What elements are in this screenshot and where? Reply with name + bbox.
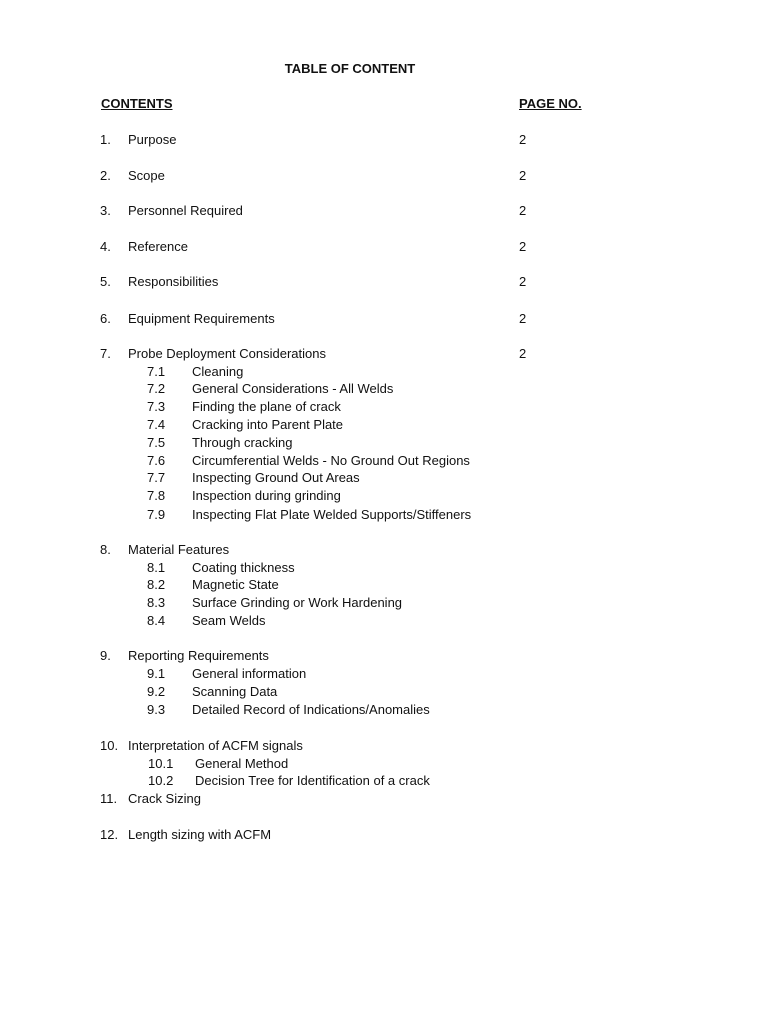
toc-subsection — [0, 452, 768, 470]
section-page: 2 — [519, 168, 527, 183]
section-page: 2 — [519, 311, 527, 326]
subsection-number: 10.1 — [148, 756, 174, 771]
toc-subsection — [0, 665, 768, 683]
contents-header: CONTENTS — [101, 96, 173, 111]
toc-subsection — [0, 469, 768, 487]
subsection-number: 7.3 — [147, 399, 166, 414]
subsection-label: Magnetic State — [192, 577, 279, 592]
page-title: TABLE OF CONTENT — [284, 61, 416, 76]
section-label: Personnel Required — [128, 203, 243, 218]
subsection-label: Cracking into Parent Plate — [192, 417, 344, 432]
section-number: 1. — [100, 132, 111, 147]
section-label: Crack Sizing — [128, 791, 201, 806]
subsection-label: Coating thickness — [192, 560, 295, 575]
subsection-number: 7.7 — [147, 470, 166, 485]
toc-subsection — [0, 772, 768, 790]
section-number: 4. — [100, 239, 111, 254]
subsection-number: 8.1 — [147, 560, 166, 575]
section-page: 2 — [519, 274, 527, 289]
subsection-number: 7.4 — [147, 417, 166, 432]
subsection-number: 8.3 — [147, 595, 166, 610]
toc-section-9 — [0, 647, 768, 665]
section-number: 3. — [100, 203, 111, 218]
subsection-number: 8.4 — [147, 613, 166, 628]
subsection-label: Inspecting Flat Plate Welded Supports/Stiffeners — [192, 507, 472, 522]
subsection-label: Surface Grinding or Work Hardening — [192, 595, 403, 610]
subsection-label: Inspecting Ground Out Areas — [192, 470, 360, 485]
toc-section-2 — [0, 167, 768, 185]
section-label: Purpose — [128, 132, 177, 147]
toc-section-1 — [0, 131, 768, 149]
section-page: 2 — [519, 132, 527, 147]
toc-subsection — [0, 398, 768, 416]
subsection-number: 7.6 — [147, 453, 166, 468]
subsection-label: General Considerations - All Welds — [192, 381, 394, 396]
subsection-number: 10.2 — [148, 773, 174, 788]
toc-subsection — [0, 683, 768, 701]
section-number: 11. — [100, 791, 118, 806]
toc-subsection — [0, 416, 768, 434]
section-number: 6. — [100, 311, 111, 326]
subsection-number: 9.3 — [147, 702, 166, 717]
subsection-label: Finding the plane of crack — [192, 399, 341, 414]
section-number: 7. — [100, 346, 111, 361]
section-number: 5. — [100, 274, 111, 289]
subsection-label: Detailed Record of Indications/Anomalies — [192, 702, 430, 717]
subsection-label: General information — [192, 666, 307, 681]
section-label: Probe Deployment Considerations — [128, 346, 326, 361]
subsection-number: 9.1 — [147, 666, 166, 681]
toc-subsection — [0, 487, 768, 505]
toc-section-7 — [0, 345, 768, 363]
subsection-number: 7.5 — [147, 435, 166, 450]
section-label: Length sizing with ACFM — [128, 827, 272, 842]
toc-subsection — [0, 506, 768, 524]
toc-section-3 — [0, 202, 768, 220]
section-label: Equipment Requirements — [128, 311, 275, 326]
section-page: 2 — [519, 203, 527, 218]
toc-subsection — [0, 701, 768, 719]
toc-section-5 — [0, 273, 768, 291]
toc-subsection — [0, 434, 768, 452]
section-number: 12. — [100, 827, 119, 842]
subsection-label: Circumferential Welds - No Ground Out Regions — [192, 453, 470, 468]
toc-subsection — [0, 612, 768, 630]
subsection-label: Seam Welds — [192, 613, 266, 628]
subsection-number: 7.1 — [147, 364, 166, 379]
toc-subsection — [0, 380, 768, 398]
toc-section-8 — [0, 541, 768, 559]
toc-section-6 — [0, 310, 768, 328]
toc-subsection — [0, 559, 768, 577]
section-label: Material Features — [128, 542, 230, 557]
subsection-number: 8.2 — [147, 577, 166, 592]
toc-subsection — [0, 576, 768, 594]
section-page: 2 — [519, 346, 527, 361]
section-label: Interpretation of ACFM signals — [128, 738, 303, 753]
section-label: Reference — [128, 239, 188, 254]
section-number: 9. — [100, 648, 111, 663]
toc-section-11 — [0, 790, 768, 808]
section-number: 2. — [100, 168, 111, 183]
subsection-number: 9.2 — [147, 684, 166, 699]
toc-subsection — [0, 755, 768, 773]
subsection-label: Scanning Data — [192, 684, 278, 699]
section-label: Reporting Requirements — [128, 648, 269, 663]
section-number: 8. — [100, 542, 111, 557]
section-number: 10. — [100, 738, 119, 753]
toc-subsection — [0, 594, 768, 612]
section-label: Responsibilities — [128, 274, 219, 289]
subsection-number: 7.9 — [147, 507, 166, 522]
toc-section-4 — [0, 238, 768, 256]
section-page: 2 — [519, 239, 527, 254]
subsection-label: General Method — [195, 756, 289, 771]
page-number-header: PAGE NO. — [519, 96, 582, 111]
subsection-label: Decision Tree for Identification of a crack — [195, 773, 430, 788]
subsection-label: Inspection during grinding — [192, 488, 341, 503]
toc-section-12 — [0, 826, 768, 844]
subsection-label: Cleaning — [192, 364, 244, 379]
toc-subsection — [0, 363, 768, 381]
section-label: Scope — [128, 168, 165, 183]
subsection-label: Through cracking — [192, 435, 293, 450]
subsection-number: 7.8 — [147, 488, 166, 503]
toc-section-10 — [0, 737, 768, 755]
subsection-number: 7.2 — [147, 381, 166, 396]
